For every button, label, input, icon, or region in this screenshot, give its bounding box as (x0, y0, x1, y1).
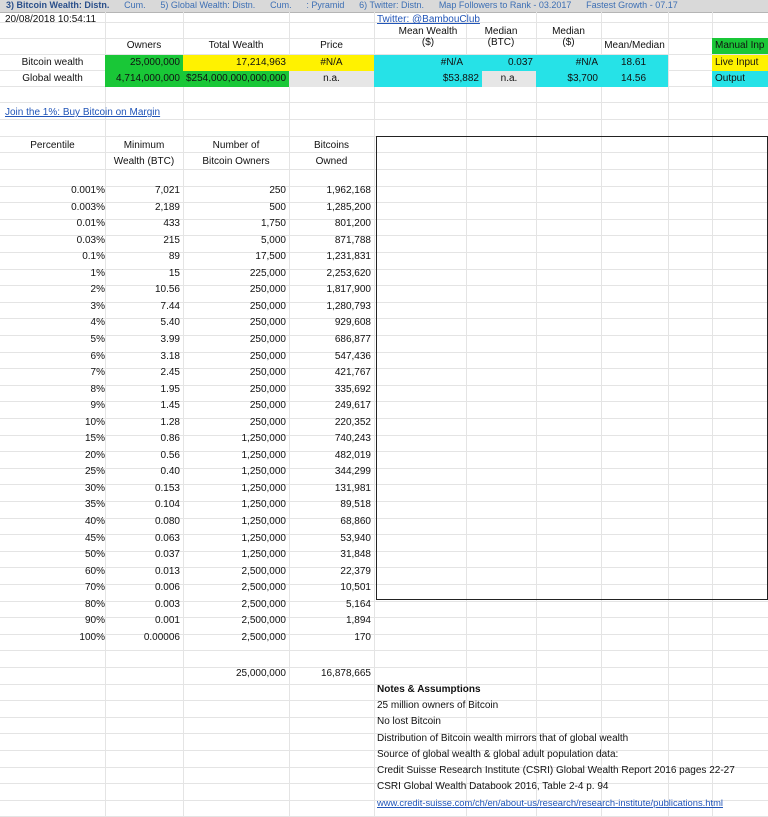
bitcoin-total-wealth[interactable]: 17,214,963 (183, 55, 289, 71)
bitcoins-owned-cell[interactable]: 686,877 (334, 333, 371, 345)
margin-link[interactable]: Join the 1%: Buy Bitcoin on Margin (5, 107, 161, 118)
min-wealth-cell[interactable]: 89 (168, 251, 180, 263)
owner-count-cell[interactable]: 250,000 (249, 416, 286, 428)
percentile-cell[interactable]: 2% (90, 284, 105, 296)
owner-count-cell[interactable]: 2,500,000 (241, 565, 286, 577)
percentile-cell[interactable]: 0.03% (76, 234, 105, 246)
tab-global-cum[interactable]: Cum. (270, 0, 292, 10)
min-wealth-cell[interactable]: 0.56 (160, 449, 180, 461)
min-wealth-cell[interactable]: 0.40 (160, 466, 180, 478)
bitcoins-owned-cell[interactable]: 131,981 (334, 482, 371, 494)
owner-count-cell[interactable]: 250,000 (249, 367, 286, 379)
min-wealth-cell[interactable]: 0.001 (154, 615, 180, 627)
min-wealth-cell[interactable]: 0.86 (160, 433, 180, 445)
bitcoins-owned-cell[interactable]: 482,019 (334, 449, 371, 461)
percentile-cell[interactable]: 5% (90, 333, 105, 345)
min-wealth-cell[interactable]: 0.006 (154, 582, 180, 594)
percentile-cell[interactable]: 10% (84, 416, 105, 428)
bitcoins-owned-cell[interactable]: 547,436 (334, 350, 371, 362)
bitcoins-owned-cell[interactable]: 5,164 (345, 598, 371, 610)
bitcoins-owned-cell[interactable]: 170 (354, 631, 371, 643)
header-owners: Owners (126, 40, 162, 51)
bitcoin-median-usd[interactable]: #N/A (536, 55, 601, 71)
percentile-cell[interactable]: 25% (84, 466, 105, 478)
note-line: Source of global wealth & global adult population data: (377, 749, 619, 760)
owner-count-cell[interactable]: 250,000 (249, 317, 286, 329)
min-wealth-cell[interactable]: 1.95 (160, 383, 180, 395)
percentile-cell[interactable]: 8% (90, 383, 105, 395)
grid-row-line (0, 102, 768, 103)
bitcoins-owned-cell[interactable]: 53,940 (340, 532, 371, 544)
bitcoins-owned-cell[interactable]: 1,280,793 (326, 300, 371, 312)
bitcoins-owned-cell[interactable]: 68,860 (340, 516, 371, 527)
percentile-cell[interactable]: 100% (79, 631, 105, 643)
tab-pyramid[interactable]: : Pyramid (306, 0, 345, 10)
owner-count-cell[interactable]: 250,000 (249, 284, 286, 296)
bitcoins-owned-cell[interactable]: 1,231,831 (326, 251, 371, 263)
min-wealth-cell[interactable]: 3.18 (160, 350, 180, 362)
min-wealth-cell[interactable]: 0.080 (154, 516, 180, 527)
min-wealth-cell[interactable]: 0.00006 (143, 631, 180, 643)
header-median-btc-unit: (BTC) (487, 37, 515, 48)
bitcoins-owned-cell[interactable]: 1,285,200 (326, 201, 371, 213)
header-mean-median: Mean/Median (604, 40, 665, 51)
bitcoins-owned-cell[interactable]: 1,894 (345, 615, 371, 627)
owner-count-cell[interactable]: 1,250,000 (241, 466, 286, 478)
bitcoin-wealth-label: Bitcoin wealth (21, 57, 84, 68)
bitcoins-owned-cell[interactable]: 801,200 (334, 218, 371, 230)
total-owners: 25,000,000 (235, 668, 286, 679)
bitcoins-owned-cell[interactable]: 220,352 (334, 416, 371, 428)
min-wealth-cell[interactable]: 0.013 (154, 565, 180, 577)
global-owners-input[interactable]: 4,714,000,000 (105, 71, 183, 87)
global-median-usd[interactable]: $3,700 (536, 71, 601, 87)
min-wealth-cell[interactable]: 0.153 (154, 482, 180, 494)
header-median-usd-unit: ($) (562, 37, 575, 48)
bitcoins-owned-cell[interactable]: 421,767 (334, 367, 371, 379)
bitcoin-mean-wealth[interactable]: #N/A (374, 55, 466, 71)
min-wealth-cell[interactable]: 0.063 (154, 532, 180, 544)
global-price[interactable]: n.a. (289, 71, 374, 87)
percentile-cell[interactable]: 1% (90, 267, 105, 279)
owner-count-cell[interactable]: 2,500,000 (241, 631, 286, 643)
legend-output: Output (712, 71, 768, 87)
total-bitcoins: 16,878,665 (320, 668, 371, 679)
percentile-cell[interactable]: 50% (84, 549, 105, 561)
percentile-cell[interactable]: 90% (84, 615, 105, 627)
owner-count-cell[interactable]: 250,000 (249, 383, 286, 395)
bitcoins-owned-cell[interactable]: 871,788 (334, 234, 371, 246)
min-wealth-cell[interactable]: 1.45 (160, 400, 180, 412)
owner-count-cell[interactable]: 5,000 (260, 234, 286, 246)
percentile-cell[interactable]: 20% (84, 449, 105, 461)
min-wealth-cell[interactable]: 2,189 (154, 201, 180, 213)
tab-bitcoin-wealth-distn[interactable]: 3) Bitcoin Wealth: Distn. (6, 0, 110, 10)
header-mean-wealth: Mean Wealth (398, 26, 458, 37)
spreadsheet-grid (0, 12, 768, 816)
min-wealth-cell[interactable]: 2.45 (160, 367, 180, 379)
percentile-cell[interactable]: 80% (84, 598, 105, 610)
global-mean-wealth[interactable]: $53,882 (374, 71, 482, 87)
percentile-cell[interactable]: 70% (84, 582, 105, 594)
bitcoins-owned-cell[interactable]: 89,518 (340, 499, 371, 511)
percentile-cell[interactable]: 4% (90, 317, 105, 329)
owner-count-cell[interactable]: 1,250,000 (241, 532, 286, 544)
percentile-cell[interactable]: 35% (84, 499, 105, 511)
tab-map-followers[interactable]: Map Followers to Rank - 03.2017 (438, 0, 572, 10)
owner-count-cell[interactable]: 250 (269, 185, 286, 196)
legend-live-input: Live Input (712, 55, 768, 71)
min-wealth-cell[interactable]: 1.28 (160, 416, 180, 428)
header-total-wealth: Total Wealth (208, 40, 264, 51)
min-wealth-cell[interactable]: 0.003 (154, 598, 180, 610)
min-wealth-cell[interactable]: 0.037 (154, 549, 180, 561)
bitcoin-mean-median[interactable]: 18.61 (601, 55, 668, 71)
owner-count-cell[interactable]: 1,250,000 (241, 549, 286, 561)
bitcoins-owned-cell[interactable]: 10,501 (340, 582, 371, 594)
note-line: 25 million owners of Bitcoin (377, 700, 499, 711)
bitcoin-owners-input[interactable]: 25,000,000 (105, 55, 183, 71)
owner-count-cell[interactable]: 17,500 (255, 251, 286, 263)
percentile-cell[interactable]: 0.001% (71, 185, 105, 196)
global-mean-median[interactable]: 14.56 (601, 71, 668, 87)
col-header-owners: Number of (212, 140, 260, 151)
owner-count-cell[interactable]: 1,750 (260, 218, 286, 230)
grid-row-line (0, 650, 768, 651)
col-header-min-wealth: Minimum (123, 140, 165, 151)
global-wealth-label: Global wealth (22, 73, 83, 84)
header-price: Price (320, 40, 343, 51)
owner-count-cell[interactable]: 250,000 (249, 350, 286, 362)
percentile-cell[interactable]: 9% (90, 400, 105, 412)
note-line: Distribution of Bitcoin wealth mirrors that of global wealth (377, 733, 629, 744)
bitcoins-owned-cell[interactable]: 249,617 (334, 400, 371, 412)
bitcoin-median-btc[interactable]: 0.037 (466, 55, 536, 71)
percentile-cell[interactable]: 15% (84, 433, 105, 445)
min-wealth-cell[interactable]: 5.40 (160, 317, 180, 329)
bitcoins-owned-cell[interactable]: 929,608 (334, 317, 371, 329)
percentile-cell[interactable]: 40% (84, 516, 105, 527)
bitcoins-owned-cell[interactable]: 344,299 (334, 466, 371, 478)
owner-count-cell[interactable]: 1,250,000 (241, 482, 286, 494)
note-line: CSRI Global Wealth Databook 2016, Table 2-4 p. 94 (377, 781, 609, 792)
timestamp: 20/08/2018 10:54:11 (5, 14, 97, 25)
owner-count-cell[interactable]: 250,000 (249, 333, 286, 345)
notes-title: Notes & Assumptions (377, 684, 481, 695)
min-wealth-cell[interactable]: 7.44 (160, 300, 180, 312)
min-wealth-cell[interactable]: 7,021 (154, 185, 180, 196)
global-median-btc[interactable]: n.a. (482, 71, 536, 87)
source-url-link[interactable]: www.credit-suisse.com/ch/en/about-us/research/research-institute/publications.html (377, 797, 723, 808)
owner-count-cell[interactable]: 1,250,000 (241, 516, 286, 527)
col-header-bitcoins: Bitcoins (313, 140, 349, 151)
tab-global-wealth-distn[interactable]: 5) Global Wealth: Distn. (160, 0, 256, 10)
note-line: Credit Suisse Research Institute (CSRI) Global Wealth Report 2016 pages 22-27 (377, 765, 735, 776)
owner-count-cell[interactable]: 1,250,000 (241, 433, 286, 445)
tab-fastest-growth[interactable]: Fastest Growth - 07.17 (586, 0, 678, 10)
min-wealth-cell[interactable]: 10.56 (154, 284, 180, 296)
chart-placeholder-frame (376, 136, 768, 600)
min-wealth-cell[interactable]: 0.104 (154, 499, 180, 511)
header-mean-unit: ($) (421, 37, 435, 48)
owner-count-cell[interactable]: 225,000 (249, 267, 286, 279)
tab-twitter-distn[interactable]: 6) Twitter: Distn. (359, 0, 425, 10)
percentile-cell[interactable]: 30% (84, 482, 105, 494)
percentile-cell[interactable]: 7% (90, 367, 105, 379)
percentile-cell[interactable]: 6% (90, 350, 105, 362)
col-header-percentile: Percentile (30, 140, 75, 151)
bitcoins-owned-cell[interactable]: 22,379 (340, 565, 371, 577)
bitcoin-price[interactable]: #N/A (289, 55, 374, 71)
owner-count-cell[interactable]: 2,500,000 (241, 582, 286, 594)
percentile-cell[interactable]: 0.1% (82, 251, 105, 263)
global-total-wealth[interactable]: $254,000,000,000,000 (183, 71, 289, 87)
min-wealth-cell[interactable]: 215 (163, 234, 180, 246)
min-wealth-cell[interactable]: 15 (168, 267, 180, 279)
percentile-cell[interactable]: 0.003% (71, 201, 105, 213)
percentile-cell[interactable]: 0.01% (76, 218, 105, 230)
percentile-cell[interactable]: 3% (90, 300, 105, 312)
percentile-cell[interactable]: 45% (84, 532, 105, 544)
min-wealth-cell[interactable]: 433 (163, 218, 180, 230)
note-line: No lost Bitcoin (377, 716, 441, 727)
tab-bitcoin-cum[interactable]: Cum. (124, 0, 146, 10)
percentile-cell[interactable]: 60% (84, 565, 105, 577)
header-median-usd: Median (552, 26, 585, 37)
owner-count-cell[interactable]: 2,500,000 (241, 615, 286, 627)
legend-manual-input: Manual Inp (712, 38, 768, 54)
twitter-link[interactable]: Twitter: @BambouClub (377, 14, 480, 25)
col-header-owners-2: Bitcoin Owners (202, 156, 270, 167)
bitcoins-owned-cell[interactable]: 31,848 (340, 549, 371, 561)
owner-count-cell[interactable]: 250,000 (249, 400, 286, 412)
min-wealth-cell[interactable]: 3.99 (160, 333, 180, 345)
header-median-btc: Median (484, 26, 518, 37)
bitcoins-owned-cell[interactable]: 1,817,900 (326, 284, 371, 296)
bitcoins-owned-cell[interactable]: 2,253,620 (326, 267, 371, 279)
owner-count-cell[interactable]: 1,250,000 (241, 449, 286, 461)
owner-count-cell[interactable]: 2,500,000 (241, 598, 286, 610)
grid-row-line (0, 667, 768, 668)
bitcoins-owned-cell[interactable]: 1,962,168 (326, 185, 371, 196)
bitcoins-owned-cell[interactable]: 335,692 (334, 383, 371, 395)
col-header-bitcoins-2: Owned (315, 156, 348, 167)
bitcoins-owned-cell[interactable]: 740,243 (334, 433, 371, 445)
owner-count-cell[interactable]: 1,250,000 (241, 499, 286, 511)
owner-count-cell[interactable]: 500 (269, 201, 286, 213)
col-header-min-wealth-unit: Wealth (BTC) (113, 156, 175, 167)
owner-count-cell[interactable]: 250,000 (249, 300, 286, 312)
